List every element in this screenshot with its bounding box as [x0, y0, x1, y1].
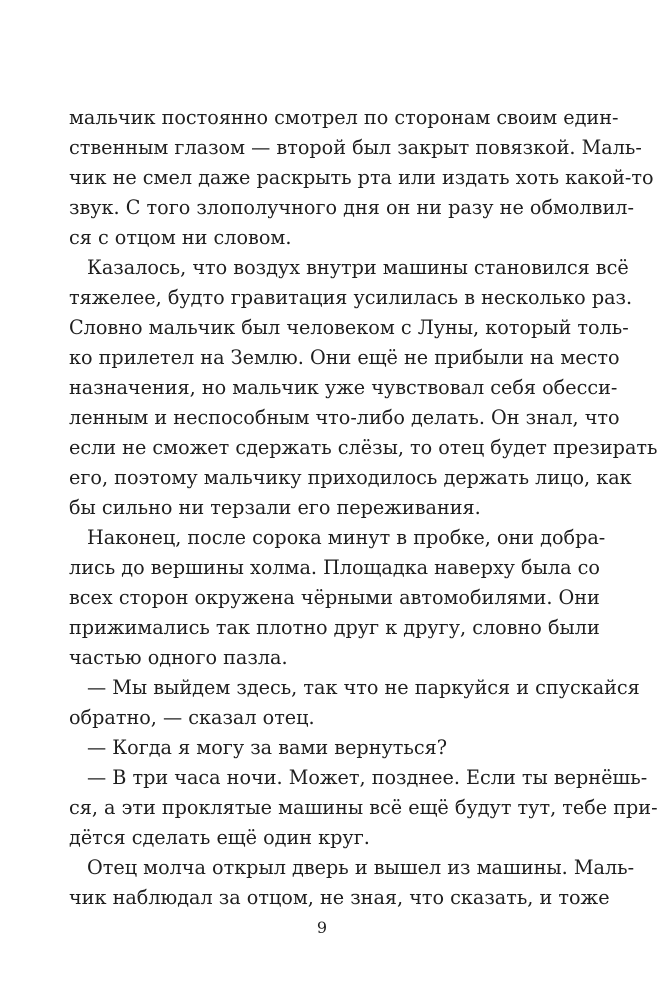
text-line: мальчик постоянно смотрел по сторонам своим един- [69, 106, 619, 129]
text-line: дётся сделать ещё один круг. [69, 826, 370, 849]
text-line: Отец молча открыл дверь и вышел из машины. Маль- [87, 856, 635, 879]
text-line: ся с отцом ни словом. [69, 226, 292, 249]
text-line: ко прилетел на Землю. Они ещё не прибыли на место [69, 346, 620, 369]
text-line: Словно мальчик был человеком с Луны, который толь- [69, 316, 629, 339]
text-line: прижимались так плотно друг к другу, словно были [69, 616, 600, 639]
text-line: всех сторон окружена чёрными автомобилями. Они [69, 586, 600, 609]
text-line: если не сможет сдержать слёзы, то отец будет презирать [69, 436, 658, 459]
text-line: чик не смел даже раскрыть рта или издать хоть какой-то [69, 166, 654, 189]
text-line: ленным и неспособным что-либо делать. Он знал, что [69, 406, 620, 429]
text-line: чик наблюдал за отцом, не зная, что сказать, и тоже [69, 886, 610, 909]
text-line: бы сильно ни терзали его переживания. [69, 496, 481, 519]
text-line: — Мы выйдем здесь, так что не паркуйся и спускайся [87, 676, 640, 699]
body-text [69, 103, 658, 913]
page-number: 9 [316, 918, 328, 937]
text-line: назначения, но мальчик уже чувствовал себя обесси- [69, 376, 618, 399]
text-line: Казалось, что воздух внутри машины становился всё [87, 256, 629, 279]
text-line: обратно, — сказал отец. [69, 706, 315, 729]
text-line: ся, а эти проклятые машины всё ещё будут тут, тебе при- [69, 796, 658, 819]
text-line: — В три часа ночи. Может, позднее. Если ты вернёшь- [87, 766, 648, 789]
text-line: частью одного пазла. [69, 646, 288, 669]
text-line: звук. С того злополучного дня он ни разу не обмолвил- [69, 196, 634, 219]
text-line: — Когда я могу за вами вернуться? [87, 736, 447, 759]
text-line: лись до вершины холма. Площадка наверху была со [69, 556, 600, 579]
text-line: его, поэтому мальчику приходилось держать лицо, как [69, 466, 632, 489]
text-line: Наконец, после сорока минут в пробке, они добра- [87, 526, 606, 549]
text-line: ственным глазом — второй был закрыт повязкой. Маль- [69, 136, 642, 159]
text-line: тяжелее, будто гравитация усилилась в несколько раз. [69, 286, 633, 309]
